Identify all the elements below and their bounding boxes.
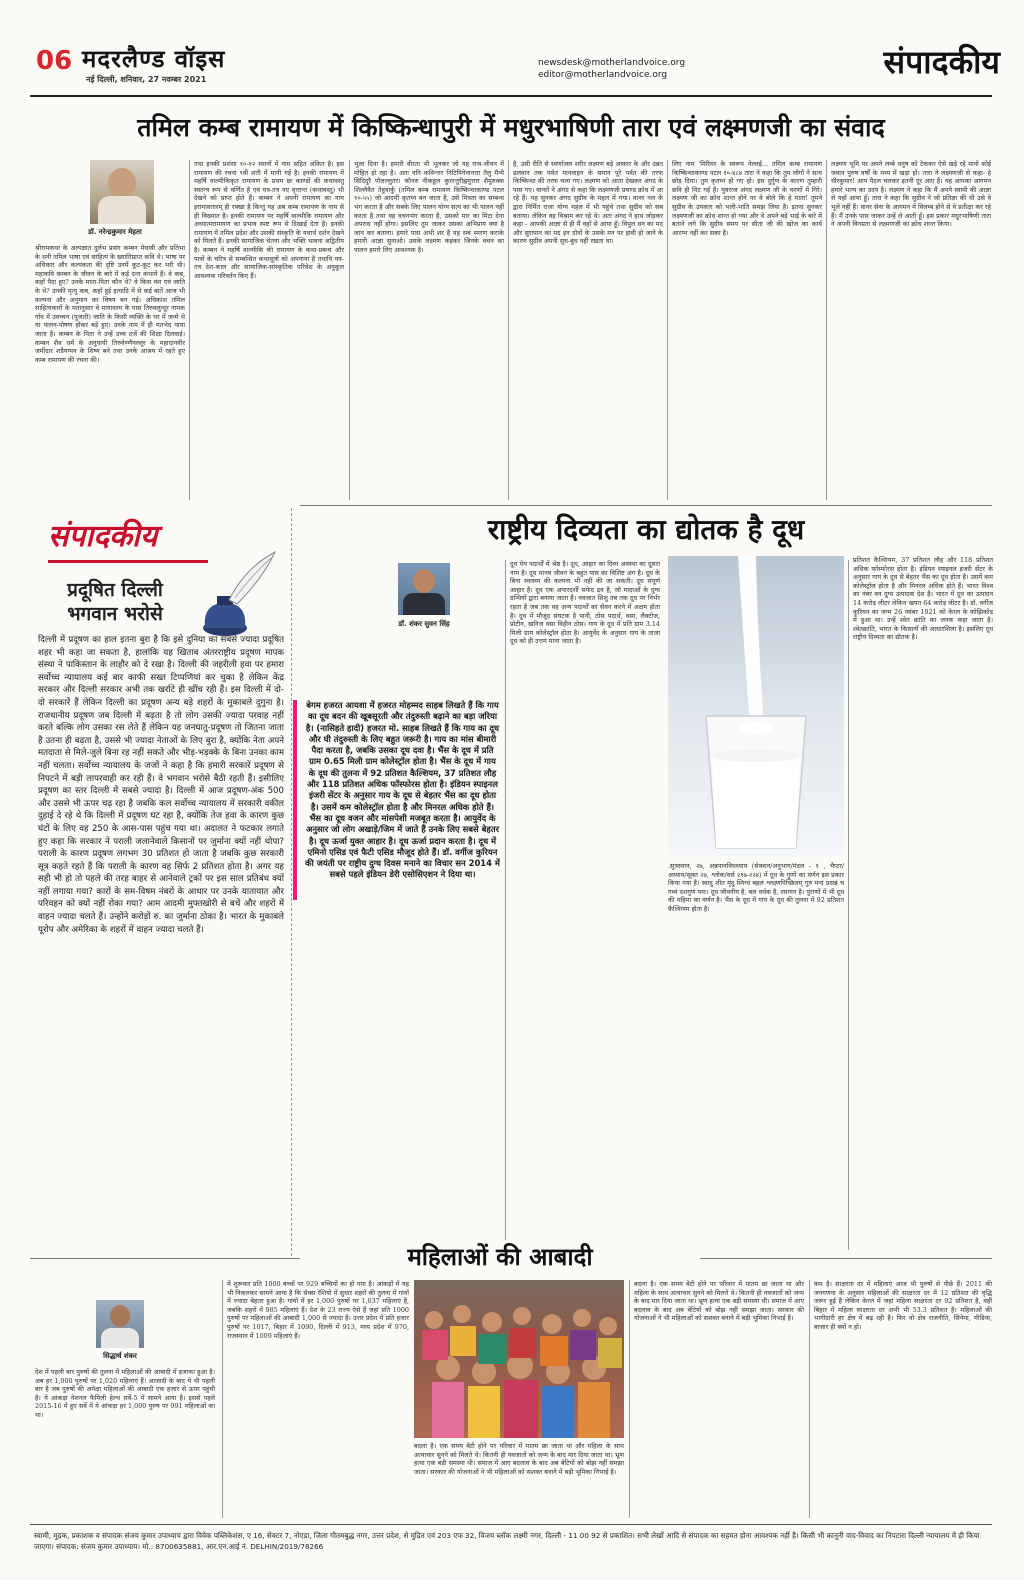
dateline: नई दिल्ली, शनिवार, 27 नवम्बर 2021 (86, 75, 207, 84)
lead-col-5: लिए नाम 'मिरिमर के स्वरूप नेल्लई... तमिल कम्ब रामायण किष्किन्धाकाण्ड पटल १०-४८४ तारा ने कहा कि तुम लोगों ने सत्य छोड़ दिया। तुम कृतघ्न हो गए हो। इस दुर्गुण के कारण तुम्हारी छवि ही मिट गई है। युवराज अंगद लक्ष्मण जी के चरणों में गिरे। लक्ष्मण जी का क्रोध शान्त होने पर वे बोले कि हे माता! तुमने सुग्रीव के उपकार को भली-भांति समझ लिया है। इतना सुनकर लक्ष्मणजी का क्रोध शान्त हो गया और वे अपने बड़े भाई के बारे में बताने लगे कि सुग्रीव समय पर सीता जी की खोज का कार्य आरम्भ नहीं कर सका है। (672, 160, 822, 237)
women-col-a: देश में पहली बार पुरुषों की तुलना में महिलाओं की आबादी में इजाफा हुआ है। अब हर 1,000 पुरुषों पर 1,020 महिलाएं हैं। आजादी के बाद ये भी पहली बार है जब पुरुषों की अपेक्षा महिलाओं की आबादी एक हजार से ऊपर पहुंची है। ये आंकड़ा नेशनल फैमिली हेल्थ सर्वे-5 में सामने आया है। इससे पहले 2015-16 में हुए सर्वे में ये आंकड़ा हर 1,000 पुरुष पर 991 महिलाओं का था। (35, 1368, 215, 1419)
milk-glass-image (668, 556, 844, 856)
women-crowd-image (414, 1280, 624, 1438)
editorial-label: संपादकीय (48, 519, 158, 554)
editorial-box (30, 508, 292, 1256)
milk-col-b: .सुत्रस्थान, २७, अन्नपानविधध्याय (सेक्शन/अनुभाग/मंडल - १ , चैप्टर/अध्याय/सूक्त २७, श्लोक/वर्स २१७-२२४) में दूध के गुणों का वर्णन इस प्रकार किया गया है। स्वादु शीत मृदु स्निग्धं बहलं श्लक्ष्णपिच्छिलम् गुरु मन्दं प्रसन्नं च गव्यं दशगुणं पयः। दूध जीवनीय है, बल वर्धक है, रसायन है। पुराणों में भी दूध की महिमा का वर्णन है। भैंस के दूध में गाय के दूध की तुलना में 92 प्रतिशत कैल्शियम होता है। (668, 862, 844, 913)
editorial-headline-1: प्रदूषित दिल्ली (67, 579, 163, 601)
lead-col-2: तथा इनकी प्रशंसा १०-१२ स्थानों में नाम सहित अंकित है। इस रामायण की रचना ९वीं शती में मानी गई है। इनकी रामायण में महर्षि वाल्मीकिकृत रामायण के प्रथम छः काण्डों की कथावस्तु स्वतन्त्र रूप से वर्णित है एवं यत्र-तत्र नए वृत्तान्त (कथावस्तु) भी देखने को प्राप्त होते हैं। कम्बन ने अपनी रामायण का नाम इरामावतारम् ही रक्खा है किन्तु यह अब कम्ब रामायण के नाम से ही विख्यात है। इनकी रामायण पर महर्षि वाल्मीकि रामायण और अध्यात्मरामायण का प्रभाव स्पष्ट रूप से दिखाई देता है। इनकी रामायण में तमिल प्रदेश और उसकी संस्कृति के यथार्थ दर्शन देखने को मिलते हैं। इनकी सामाजिक चेतना और भक्ति भावना अद्वितीय है। कम्बन ने महर्षि वाल्मीकि की रामायण के कथा-प्रबन्ध और पात्रों के चरित्र से सम्बन्धित कथासूत्रों को अपनाया है तथापि यत्र-तत्र देश-काल और सामाजिक-सांस्कृतिक परिवेश के अनुकूल आवश्यक परिवर्तन किए हैं। (194, 160, 344, 280)
women-col-b: में शुरूवार प्रति 1000 बच्चों पर 929 बच्चियों का हो गया है। आंकड़ों में यह भी निकलकर सामने आया है कि सेक्स रेशियो में सुधार शहरों की तुलना में गांवों में ज्यादा बेहतर हुआ है। गांवों में हर 1,000 पुरुषों पर 1,037 महिलाएं हैं, जबकि शहरों में 985 महिलाएं हैं। देश के 23 राज्य ऐसे हैं जहां प्रति 1000 पुरुषों पर महिलाओं की आबादी 1,000 से ज्यादा है। उत्तर प्रदेश में प्रति हजार पुरुषों पर 1017, बिहार में 1090, दिल्ली में 913, मध्य प्रदेश में 970, राजस्थान में 1009 महिलाएं हैं। (227, 1280, 409, 1340)
col-divider (189, 160, 190, 500)
author-photo-shankar (96, 1300, 144, 1348)
col-divider (505, 560, 506, 1250)
author-photo-mehta (90, 160, 154, 224)
pullquote-bar (293, 700, 297, 900)
footer-rule (30, 1524, 992, 1525)
milk-col-c: प्रतिशत कैल्शियम, 37 प्रतिशत लौह और 118 प्रतिशत अधिक फॉस्फोरस होता है। इंडियन स्पाइनल इंजरी सेंटर के अनुसार गाय के दूध से बेहतर भैंस का दूध होता है। उसमें कम कोलेस्ट्रॉल होता है और मिनरल अधिक होते हैं। भारत विश्व का नंबर वन दुग्ध उत्पादक देश है। भारत में दूध का उत्पादन 14 करोड़ लीटर लेकिन खपत 64 करोड़ लीटर है। डॉ. वर्गीज कुरियन का जन्म 26 नवंबर 1921 को केरल के कोझिकोड में हुआ था। उन्हें श्वेत क्रांति का जनक कहा जाता है। श्वेतक्रांति, भारत के किसानों की आधारशिला है। इसलिए दूध राष्ट्रीय दिव्यता का द्योतक है। (853, 556, 993, 642)
women-col-c: बदला है। एक समय बेटी होने पर परिवार में मातम छा जाता था और महिला के साथ अत्याचार सुनने को मिलते थे। कितनी ही नवजातों को जन्म के बाद मार दिया जाता था। भ्रूण हत्या एक बड़ी समस्या थी। समाज में आए बदलाव के बाद अब बेटियों को बोझ नहीं समझा जाता। सरकार की योजनाओं ने भी महिलाओं को सशक्त बनाने में बड़ी भूमिका निभाई है। (634, 1280, 804, 1323)
quill-inkpot-icon (185, 548, 280, 643)
editorial-headline-2: भगवान भरोसे (67, 603, 163, 625)
paper-name: मदरलैण्ड वॉइस (82, 45, 226, 73)
lead-headline: तमिल कम्ब रामायण में किष्किन्धापुरी में मधुरभाषिणी तारा एवं लक्ष्मणजी का संवाद (137, 113, 885, 142)
milk-col-a: दूध पेय पदार्थों में श्रेष्ठ है। दूध, आहार का दिव्य अवस्था का दूसरा नाम है। दूध मानव जीवन के बहुत पास का विशिष्ट अंग है। दूध के बिना स्वास्थ्य की कल्पना भी नहीं की जा सकती। दूध संपूर्ण आहार है। दूध एक अपारदर्शी सफेद द्रव है, जो मादाओं के दुग्ध ग्रन्थियों द्वारा बनाया जाता है। नवजात शिशु तब तक दूध पर निर्भर रहता है जब तक वह अन्य पदार्थों का सेवन करने में अक्षम होता है। दूध में मौजूद संघटक है पानी, ठोस पदार्थ, वसा, लैक्टोज, प्रोटीन, खनिज वसा विहीन ठोस। गाय के दूध में प्रति ग्राम 3.14 मिली ग्राम कोलेस्ट्रॉल होता है। आयुर्वेद के अनुसार गाय के ताजा दूध को ही उत्तम माना जाता है। (510, 560, 660, 646)
col-divider (809, 1280, 810, 1518)
masthead-rule (30, 95, 992, 97)
masthead (30, 40, 1000, 92)
page-number: 06 (36, 46, 73, 76)
col-divider (349, 160, 350, 500)
author-photo-singh (398, 563, 450, 615)
lead-col-1: श्रीरामकथा के अल्पज्ञात दुर्लभ प्रसंग कम्बन मेधावी और प्रतिभा के धनी तमिल भाषा एवं साहित्य के ख्यातिप्राप्त कवि थे। भाषा पर अधिकार और कल्पकता की दृष्टि उनमें कूट-कूट कर भरी थी। महाकवि कम्बन के जीवन के बारे में कई दन्त कथायें हैं। वे कब, कहाँ पैदा हुए? उनके माता-पिता कौन थे? वे किस वंश एवं जाति के थे? उनकी मृत्यु कब, कहाँ हुई इत्यादि में से कई बातें आज भी कल्पना और अनुमान का विषय बन गई। अधिकांश तमिल साहित्यकारों के मतानुसार वे मायावरम के पास तिरुवलुन्दूर नामक गाँव में उवच्चन (पुजारी) जाति के किसी व्यक्ति के घर में जन्मे थे या पालन-पोषण होकर बड़े हुए। उनके नाम में ही मतभेद पाया जाता है। कम्बन के पिता ने उन्हें उच्च दर्जे की शिक्षा दिलवाई। कम्बन शैव धर्म के अनुयायी तिरुवेण्णैनल्लूर के महादानवीर जमींदार शडैयप्पन के शिष्य बने तथा उनके आश्रय में रहते हुए कम्ब रामायण की रचना की। (35, 244, 185, 364)
editorial-rule (48, 560, 208, 563)
lead-col-3: भुला दिया है। हमारी वीरता भी भूलकर जो यह राज-जीवन में मोहित हो रहा है। अतः ननि कविन्त्तर निटिपिनेनानत्ता तैलु मैन्मै सिदिदुरै पौलल्लुतर। कौनरु नीकड्डल कुररत्तुरीह्नमुत्तार शैमुरुक्क शिल्लैवैत तेहुवार्कु (तमिल कम्ब रामायण किष्किन्धाकाण्ड पटल १०-५५) जो आदमी कृतघ्न बन जाता है, उसे मित्रता का सम्बन्ध भंग करता है और सबके लिए पालन योग्य सत्य का भी पालन नहीं करता है तथा वह वचनभंग करता है, उसको मार का मिटा देना अपराध नहीं होगा। इसलिए तुम जाकर उसका अभिप्राय क्या है जान कर बताना। हमारे पास अभी शर है यह सब स्मरण कराके हमारी आज्ञा सुनाओ। उसके लक्ष्मण कहकर जिनके वचन का पालन हमारे लिए आवश्यक है। (354, 160, 504, 254)
milk-headline: राष्ट्रीय दिव्यता का द्योतक है दूध (487, 513, 805, 546)
section-rule (300, 505, 992, 506)
lead-col-4: है, उसी रीति से स्वर्णाजल शरीर लक्ष्मण बड़े आकार के और उन्नत ढलवान तक पर्वत मानवाहन के समान पूरे पर्वत की तरफ किष्किन्धा की तरफ चला गए। लक्ष्मण को आता देखकर अंगद के पास गए। वानरों ने अंगद से कहा कि लक्ष्मणजी प्रचण्ड क्रोध में आ रहे हैं। यह सुनकर अंगद सुग्रीव के महल में गया। वानर नल के द्वारा निर्मित राजा योग्य महल में भी पहुंचे तथा सुग्रीव को सब बताया। लेकिन वह विश्राम कर रहे थे। अतः अंगद ने हाथ जोड़कर कहा - आपकी आज्ञा से ही मैं वहाँ से आया हूँ। विपुल धन का मद और सुरापान का मद इन दोनों के उसके मन पर हावी हो जाने के कारण सुग्रीव अपनी सुध-बुध नहीं रखता था। (513, 160, 663, 246)
footer-imprint: स्वामी, मुद्रक, प्रकाशक व संपादक संजय कुमार उपाध्याय द्वारा विवेक पब्लिकेशंस, ए 16, सेक्टर 7, नोएडा, जिला गौतमबुद्ध नगर, उत्तर प्रदेश, से मुद्रित एवं 203 एफ 32, विजय ब्लॉक लक्ष्मी नगर, दिल्ली - 11 00 92 से प्रकाशित। सभी लेखों आदि से संपादक का सहमत होना आवश्यक नहीं है। किसी भी कानूनी वाद-विवाद का निपटारा दिल्ली न्यायालय में ही किया जाएगा। संपादक: संजय कुमार उपाध्याय। मो.: 8700635881, आर.एन.आई नं. DELHIN/2019/78266 (34, 1531, 980, 1551)
col-divider (826, 160, 827, 500)
author-caption-shankar: सिद्धार्थ शंकर (103, 1352, 137, 1360)
women-headline: महिलाओं की आबादी (300, 1240, 700, 1273)
women-col-b2-text: बदला है। एक समय बेटी होने पर परिवार में मातम छा जाता था और महिला के साथ अत्याचार सुनने को मिलते थे। कितनी ही नवजातों को जन्म के बाद मार दिया जाता था। भ्रूण हत्या एक बड़ी समस्या थी। समाज में आए बदलाव के बाद अब बेटियों को बोझ नहीं समझा जाता। सरकार की योजनाओं ने भी महिलाओं को सशक्त बनाने में बड़ी भूमिका निभाई है। (414, 1442, 624, 1476)
email-editor[interactable]: editor@motherlandvoice.org (538, 70, 668, 80)
lead-col-6: लक्ष्मण भूमि पर अपने लम्बे धनुष को टेककर ऐसे खड़े रहे मानो कोई जवान पुरुष वर्षों के मध्य में खड़ा हो। तारा ने लक्ष्मणजी से कहा- हे धीरकुमार! आप पैदल चलकर इतनी दूर आए हैं। यह आपका आगमन हमारे भाग्य का उदय है। लक्ष्मण ने कहा कि मैं अपने स्वामी की आज्ञा से यहाँ आया हूँ। तारा ने कहा कि सुग्रीव ने जो प्रतिज्ञा की थी उसे वे भूले नहीं हैं। वानर सेना के आगमन में विलम्ब होने से वे प्रतीक्षा कर रहे हैं। मैं उनके पास जाकर उन्हें ले आती हूँ। इस प्रकार मधुरभाषिणी तारा ने अपनी विनम्रता से लक्ष्मणजी का क्रोध शान्त किया। (831, 160, 991, 229)
crowd-icon (414, 1280, 624, 1438)
section-title: संपादकीय (883, 43, 1000, 81)
author-caption-singh: डॉ. शंकर सुवन सिंह (398, 620, 450, 628)
women-col-d: कम है। साक्षरता दर में महिलाएं आज भी पुरुषों से पीछे हैं। 2011 की जनगणना के अनुसार महिलाओं की साक्षरता दर में 12 प्रतिशत की वृद्धि जरूर हुई है लेकिन केरल में जहां महिला साक्षरता दर 92 प्रतिशत है, वहीं बिहार में महिला साक्षरता दर अभी भी 53.3 प्रतिशत है। महिलाओं की भागीदारी हर क्षेत्र में बढ़ रही है। फिर वो क्षेत्र राजनीति, सिनेमा, मीडिया, बाजार ही क्यों न हो। (814, 1280, 992, 1331)
col-divider (667, 160, 668, 500)
milk-pour-icon (668, 556, 844, 856)
milk-pullquote: बेगम हजरत आयशा में हजरत मोहम्मद साहब लिखते हैं कि गाय का दूध बदन की खूबसूरती और तंदुरुस्ती बढ़ाने का बड़ा जरिया है। (नासिहते हादी) हजरत मो. साहब लिखते हैं कि गाय का दूध और घी तंदुरुस्ती के लिए बहुत जरूरी है। गाय का मांस बीमारी पैदा करता है, जबकि उसका दूध दवा है। भैंस के दूध में प्रति ग्राम 0.65 मिली ग्राम कोलेस्ट्रॉल होता है। भैंस के दूध में गाय के दूध की तुलना में 92 प्रतिशत कैल्शियम, 37 प्रतिशत लौह और 118 प्रतिशत अधिक फॉस्फोरस होता है। इंडियन स्पाइनल इंजरी सेंटर के अनुसार गाय के दूध से बेहतर भैंस का दूध होता है। उसमें कम कोलेस्ट्रॉल होता है और मिनरल अधिक होते हैं। भैंस का दूध वजन और मांसपेशी मजबूत करता है। आयुर्वेद के अनुसार जो लोग अखाड़े/जिम में जाते हैं उनके लिए सबसे बेहतर है। दूध ऊर्जा युक्त आहार है। दूध ऊर्जा प्रदान करता है। दूध में एमिनो एसिड एवं फैटी एसिड मौजूद होते हैं। डॉ. वर्गीज कुरियन की जयंती पर राष्ट्रीय दुग्ध दिवस मनाने का विचार सन 2014 में सबसे पहले इंडियन डेरी एसोसिएशन ने दिया था। (305, 700, 500, 880)
col-divider (508, 160, 509, 500)
email-newsdesk[interactable]: newsdesk@motherlandvoice.org (538, 58, 686, 68)
col-divider (222, 1280, 223, 1518)
author-caption-mehta: डॉ. नरेन्द्रकुमार मेहता (88, 228, 142, 236)
women-col-b2 (414, 1442, 624, 1518)
col-divider (848, 560, 849, 1250)
col-divider (629, 1280, 630, 1518)
editorial-body: दिल्ली में प्रदूषण का हाल इतना बुरा है कि इसे दुनिया का सबसे ज्यादा प्रदूषित शहर भी कहा जा सकता है, हालांकि यह खिताब अंतरराष्ट्रीय प्रदूषण मापक संस्था ने पाकिस्तान के लाहौर को दे रखा है। दिल्ली की जहरीली हवा पर हमारा सर्वोच्च न्यायालय कई बार काफी सख्त टिप्पणियां कर चुका है लेकिन केंद्र सरकार और दिल्ली सरकार अभी तक खर्राटे ही खींच रही हैं। इस दिल्ली में दो-दो सरकारें हैं लेकिन दिल्ली का प्रदूषण अन्य बड़े शहरों के मुकाबले दुगुना है। राजधानीय प्रदूषण जब दिल्ली में बढ़ता है तो लोग उसकी ज्यादा परवाह नहीं करते बल्कि लोग उसका रस लेते हैं लेकिन यह जनघातु-प्रदूषण तो जितना जाता है उतना ही बढ़ता है, उससे भी ज्यादा नेताओं के लिए बुरा है, क्योंकि नेता अपने मतदाता से मिले-जुले बिना रह नहीं सकते और भीड़-भड़क्के के बिना उनका काम नहीं चलता। सर्वोच्च न्यायालय के जजों ने कहा है कि हमारी सरकारें प्रदूषण से निपटने में बड़ी लापरवाही कर रही हैं। वे भगवान भरोसे बैठी रहती हैं। इसीलिए प्रदूषण का स्तर दिल्ली में सबसे ज्यादा है। दिल्ली में आज प्रदूषण-अंक 500 और उससे भी ऊपर चढ़ रहा है जबकि कल सर्वोच्च न्यायालय में सरकारी वकील दुहाई दे रहे थे कि दिल्ली में प्रदूषण घट रहा है, क्योंकि तेज हवा के कारण कुछ घंटों के लिए वह 250 के आस-पास पहुंच गया था। अदालत ने फटकार लगाते हुए कहा कि सरकार ने पराली जलानेवाले किसानों पर जुर्माना क्यों नहीं थोपा? पराली के कारण प्रदूषण लगभग 30 प्रतिशत हो जाता है जबकि कुछ सरकारी सूत्र कहते रहते हैं कि पराली के कारण वह सिर्फ 2 प्रतिशत होता है। अगर यह सही भी हो तो पहले की तरह बाहर से आनेवाले ट्रकों पर इस साल प्रतिबंध क्यों नहीं लगाया गया? कारों के सम-विषम नंबरों के आधार पर उनके यातायात और परिवहन को क्यों नहीं रोका गया? आम आदमी मुफ्तखोरी से बचें और शहरों में वाहन ज्यादा चलते हैं। उन्होंने करोड़ों रु. का जुर्माना ठोका है। भारत के मुकाबले यूरोप और अमेरिका के शहरों में वाहन ज्यादा चलते हैं। (38, 635, 284, 935)
